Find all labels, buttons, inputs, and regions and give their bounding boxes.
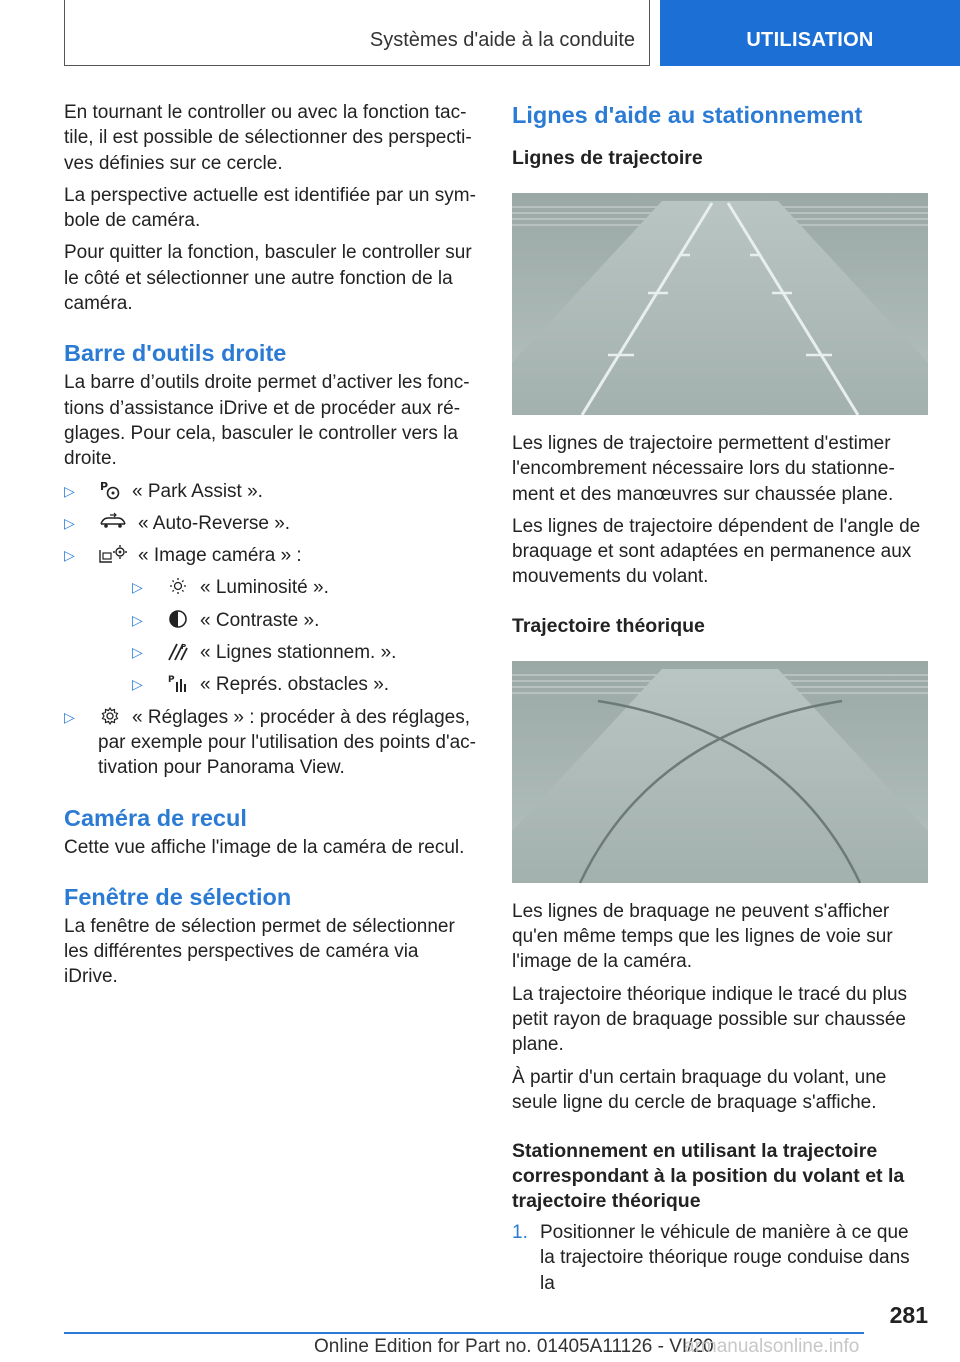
list-item-label: « Lignes stationnem. ». [200,642,397,664]
section-heading-parking-lines: Lignes d'aide au stationnement [512,102,863,128]
section-heading-rear-camera: Caméra de recul [64,804,247,831]
list-item-label: « Représ. obstacles ». [200,674,390,696]
settings-gear-icon [98,706,122,726]
list-item [132,575,476,600]
paragraph: En tournant le controller ou avec la fonction tactile, il est possible de sélectionner des perspectives définies sur ce cercle. [64,102,472,174]
paragraph: Pour quitter la fonction, basculer le controller sur le côté et sélectionner une autre fonction de la caméra. [64,242,472,315]
theoretical-trajectory-illustration [512,661,928,883]
list-item-label: « Park Assist ». [132,480,263,502]
auto-reverse-icon [98,512,128,532]
section-tab-label: UTILISATION [746,29,874,51]
section-tab[interactable] [660,0,960,66]
right-column [512,100,928,1296]
triangle-bullet-icon: ▷ [64,708,75,725]
svg-text:P: P [181,643,187,652]
paragraph: La barre d’outils droite permet d’activer les fonctions d’assistance iDrive et de procéder aux réglages. Pour cela, basculer le controller vers la droite. [64,372,470,470]
list-item [132,672,476,697]
section-heading-selection-window: Fenêtre de sélection [64,883,292,910]
triangle-bullet-icon: ▷ [132,579,143,596]
footer-edition: Online Edition for Part no. 01405A11126 - VI/20 [314,1336,714,1357]
left-column [64,100,476,997]
step-number: 1. [512,1222,528,1244]
section-heading-toolbar: Barre d'outils droite [64,340,287,367]
watermark-logo: armanualsonline.info [684,1336,860,1357]
triangle-bullet-icon: ▷ [132,611,143,628]
svg-text:P: P [100,479,109,493]
list-item-label: « Image caméra » : [138,545,302,567]
subheading-parking-procedure: Stationnement en utilisant la trajectoire correspondant à la position du volant et la trajectoire théorique [512,1140,905,1213]
park-assist-icon [98,480,122,500]
header-chapter-box [64,0,650,66]
paragraph: La perspective actuelle est identifiée par un symbole de caméra. [64,184,476,232]
list-item [512,1220,928,1296]
list-item-label: « Réglages » : procéder à des réglages, par exemple pour l'utilisation des points d'activation pour Panorama View. [98,706,476,779]
footer-divider [64,1332,864,1334]
parking-steps-list [512,1220,928,1296]
list-item-label: « Luminosité ». [200,577,329,599]
svg-text:P: P [168,675,175,686]
list-item [64,543,476,697]
triangle-bullet-icon: ▷ [132,644,143,661]
list-item [132,640,476,665]
chapter-title: Systèmes d'aide à la conduite [369,29,635,51]
triangle-bullet-icon: ▷ [64,514,75,531]
step-text: Positionner le véhicule de manière à ce que la trajectoire théorique rouge conduise dans la [540,1222,910,1294]
list-item [132,608,476,633]
parking-lines-icon [166,641,190,661]
obstacle-markers-icon [166,673,190,693]
paragraph: Les lignes de braquage ne peuvent s'afficher qu'en même temps que les lignes de voie sur l'image de la caméra. [512,900,893,973]
paragraph: À partir d'un certain braquage du volant, une seule ligne du cercle de braquage s'affiche. [512,1066,887,1113]
list-item-label: « Auto-Reverse ». [138,512,291,534]
camera-image-suboptions [132,575,476,697]
triangle-bullet-icon: ▷ [64,547,75,564]
list-item [64,479,476,504]
subheading-trajectory-lines: Lignes de trajectoire [512,147,703,169]
toolbar-options-list [64,479,476,781]
brightness-icon [166,576,190,596]
paragraph: Les lignes de trajectoire dépendent de l'angle de braquage et sont adaptées en permanence aux mouvements du volant. [512,515,921,588]
list-item [64,511,476,536]
paragraph: La trajectoire théorique indique le tracé du plus petit rayon de braquage possible sur chaussée plane. [512,983,908,1056]
list-item-label: « Contraste ». [200,609,320,631]
paragraph: Les lignes de trajectoire permettent d'estimer l'encombrement nécessaire lors du stationnement et des manœuvres sur chaussée plane. [512,433,895,505]
camera-image-icon [98,544,128,564]
triangle-bullet-icon: ▷ [132,676,143,693]
page-number: 281 [889,1302,928,1328]
paragraph: Cette vue affiche l'image de la caméra de recul. [64,836,465,858]
trajectory-lines-illustration [512,193,928,415]
triangle-bullet-icon: ▷ [64,482,75,499]
subheading-theoretical-trajectory: Trajectoire théorique [512,614,705,637]
contrast-icon [166,609,190,629]
paragraph: La fenêtre de sélection permet de sélectionner les différentes perspectives de caméra via iDrive. [64,915,455,988]
list-item [64,705,476,781]
